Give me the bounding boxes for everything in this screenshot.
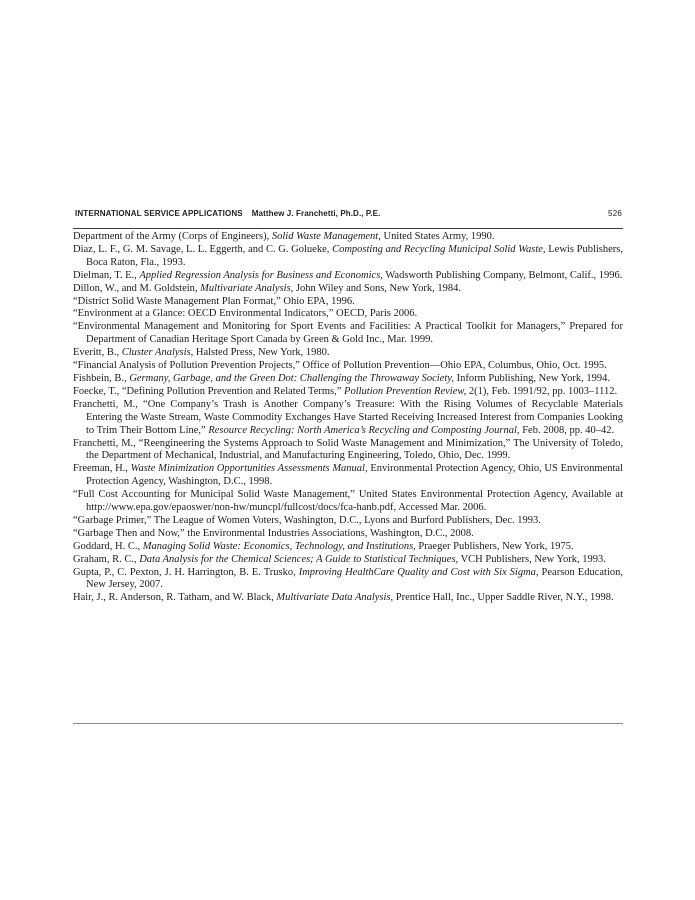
reference-title-italic: Composting and Recycling Municipal Solid Waste, (332, 243, 546, 255)
reference-entry (73, 373, 623, 386)
reference-text: Prentice Hall, Inc., Upper Saddle River, N.Y., 1998. (393, 592, 614, 604)
reference-text: Hair, J., R. Anderson, R. Tatham, and W. Black, (73, 592, 277, 604)
reference-text: Franchetti, M., “Reengineering the Systems Approach to Solid Waste Management and Minimization,” The University of Toledo, the Department of Mechanical, Industrial, and Manufacturing Engineering, Toledo, Ohio, Dec. 1999. (73, 437, 623, 462)
reference-entry (73, 270, 623, 283)
reference-text: Lewis Publishers, Boca Raton, Fla., 1993. (86, 243, 624, 268)
reference-title-italic: Solid Waste Management, (271, 231, 381, 242)
reference-text: “Garbage Then and Now,” the Environmental Industries Associations, Washington, D.C., 2008. (73, 527, 474, 539)
reference-text: Freeman, H., (73, 463, 131, 475)
reference-title-italic: Multivariate Data Analysis, (276, 592, 394, 604)
reference-text: Wadsworth Publishing Company, Belmont, Calif., 1996. (382, 269, 623, 281)
reference-title-italic: Applied Regression Analysis for Business and Economics, (139, 269, 383, 281)
reference-text: Diaz, L. F., G. M. Savage, L. L. Eggerth, and C. G. Golueke, (73, 243, 333, 255)
reference-text: John Wiley and Sons, New York, 1984. (293, 282, 461, 294)
reference-title-italic: Germany, Garbage, and the Green Dot: Challenging the Throwaway Society, (129, 372, 454, 384)
reference-text: “Environmental Management and Monitoring for Sport Events and Facilities: A Practical Toolkit for Managers,” Prepared for Department of Canadian Heritage Sport Canada by Green & Gold Inc., Mar. 1999. (73, 321, 623, 346)
reference-entry (73, 541, 623, 554)
reference-entry (73, 399, 623, 438)
reference-text: Praeger Publishers, New York, 1975. (415, 540, 574, 552)
reference-text: Gupta, P., C. Pexton, J. H. Harrington, B. E. Trusko, (73, 566, 299, 578)
reference-title-italic: Data Analysis for the Chemical Sciences; A Guide to Statistical Techniques, (139, 553, 459, 565)
reference-text: Inform Publishing, New York, 1994. (454, 372, 611, 384)
author-name: Matthew J. Franchetti, Ph.D., P.E. (251, 209, 381, 218)
reference-entry (73, 592, 623, 605)
reference-entry (73, 567, 623, 593)
reference-entry (73, 283, 623, 296)
running-header (75, 209, 622, 219)
reference-entry (73, 515, 623, 528)
reference-entry (73, 231, 623, 244)
reference-text: Dillon, W., and M. Goldstein, (73, 282, 201, 294)
running-header-left (75, 209, 380, 219)
reference-title-italic: Multivariate Analysis, (200, 282, 294, 294)
reference-entry (73, 528, 623, 541)
reference-text: Franchetti, M., “One Company’s Trash is Another Company’s Treasure: With the Rising Volumes of Recyclable Materials Entering the Waste Stream, Waste Commodity Exchanges Have Started Receiving Increased Interest from Companies Looking to Trim Their Bottom Line,” (73, 398, 623, 436)
reference-text: Fishbein, B., (73, 372, 130, 384)
reference-text: Pearson Education, New Jersey, 2007. (86, 566, 623, 591)
reference-title-italic: Pollution Prevention Review, (344, 385, 467, 397)
reference-title-italic: Waste Minimization Opportunities Assessments Manual, (130, 463, 368, 475)
reference-text: “Garbage Primer,” The League of Women Voters, Washington, D.C., Lyons and Burford Publishers, Dec. 1993. (73, 514, 541, 526)
reference-entry (73, 244, 623, 270)
references-list (73, 231, 623, 605)
reference-text: Feb. 2008, pp. 40–42. (519, 424, 615, 436)
reference-title-italic: Cluster Analysis, (121, 347, 194, 359)
reference-text: “Environment at a Glance: OECD Environmental Indicators,” OECD, Paris 2006. (73, 308, 418, 320)
reference-entry (73, 321, 623, 347)
reference-text: Dielman, T. E., (73, 269, 140, 281)
reference-text: United States Army, 1990. (380, 231, 495, 242)
header-rule (73, 228, 623, 229)
reference-entry (73, 296, 623, 309)
section-title: INTERNATIONAL SERVICE APPLICATIONS (75, 209, 243, 218)
reference-entry (73, 308, 623, 321)
reference-text: Foecke, T., “Defining Pollution Prevention and Related Terms,” (73, 385, 345, 397)
reference-text: VCH Publishers, New York, 1993. (458, 553, 606, 565)
reference-title-italic: Improving HealthCare Quality and Cost with Six Sigma, (298, 566, 539, 578)
reference-entry (73, 463, 623, 489)
reference-entry (73, 489, 623, 515)
reference-entry (73, 360, 623, 373)
reference-text: 2(1), Feb. 1991/92, pp. 1003–1112. (466, 385, 618, 397)
page-number: 526 (608, 209, 622, 218)
reference-title-italic: Resource Recycling: North America’s Recycling and Composting Journal, (208, 424, 520, 436)
reference-entry (73, 386, 623, 399)
reference-text: Graham, R. C., (73, 553, 140, 565)
reference-entry (73, 347, 623, 360)
reference-text: Goddard, H. C., (73, 540, 143, 552)
reference-text: Halsted Press, New York, 1980. (193, 347, 330, 359)
reference-text: “District Solid Waste Management Plan Format,” Ohio EPA, 1996. (73, 295, 355, 307)
reference-entry (73, 554, 623, 567)
reference-text: Everitt, B., (73, 347, 122, 359)
reference-text: Environmental Protection Agency, Ohio, US Environmental Protection Agency, Washington, D.C., 1998. (86, 463, 623, 488)
reference-title-italic: Managing Solid Waste: Economics, Technology, and Institutions, (142, 540, 416, 552)
reference-text: “Financial Analysis of Pollution Prevention Projects,” Office of Pollution Prevention—Ohio EPA, Columbus, Ohio, Oct. 1995. (73, 360, 607, 372)
reference-entry (73, 438, 623, 464)
reference-text: Department of the Army (Corps of Engineers), (73, 231, 272, 242)
footer-rule (73, 723, 623, 724)
reference-text: “Full Cost Accounting for Municipal Solid Waste Management,” United States Environmental Protection Agency, Available at http://www.epa.gov/epaoswer/non-hw/muncpl/fullcost/docs/fca-hanb.pdf, Accessed Mar. 2006. (73, 489, 623, 514)
